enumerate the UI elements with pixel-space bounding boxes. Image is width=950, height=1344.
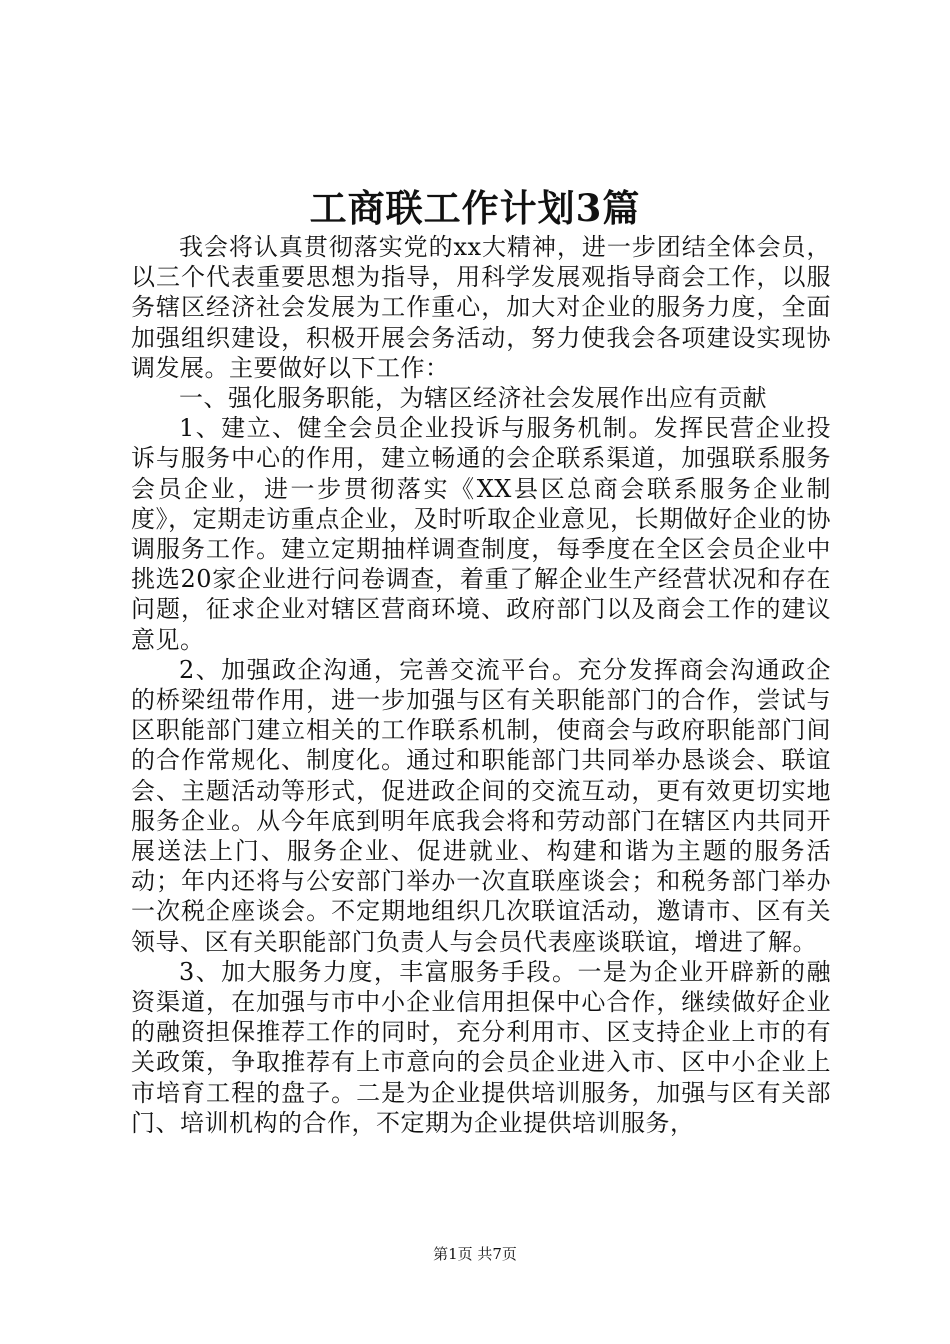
document-title: 工商联工作计划3篇 [309, 186, 641, 230]
paragraph-intro: 我会将认真贯彻落实党的xx大精神，进一步团结全体会员，以三个代表重要思想为指导，用科学发展观指导商会工作，以服务辖区经济社会发展为工作重心，加大对企业的服务力度，全面加强组织建设，积极开展会务活动，努力使我会各项建设实现协调发展。主要做好以下工作： [131, 233, 831, 382]
section-heading-1: 一、强化服务职能，为辖区经济社会发展作出应有贡献 [179, 384, 767, 413]
paragraph-item-2: 2、加强政企沟通，完善交流平台。充分发挥商会沟通政企的桥梁纽带作用，进一步加强与区有关职能部门的合作，尝试与区职能部门建立相关的工作联系机制，使商会与政府职能部门间的合作常规化、制度化。通过和职能部门共同举办恳谈会、联谊会、主题活动等形式，促进政企间的交流互动，更有效更切实地服务企业。从今年底到明年底我会将和劳动部门在辖区内共同开展送法上门、服务企业、促进就业、构建和谐为主题的服务活动；年内还将与公安部门举办一次直联座谈会；和税务部门举办一次税企座谈会。不定期地组织几次联谊活动，邀请市、区有关领导、区有关职能部门负责人与会员代表座谈联谊，增进了解。 [131, 655, 831, 956]
paragraph-item-3: 3、加大服务力度，丰富服务手段。一是为企业开辟新的融资渠道，在加强与市中小企业信用担保中心合作，继续做好企业的融资担保推荐工作的同时，充分利用市、区支持企业上市的有关政策，争取推荐有上市意向的会员企业进入市、区中小企业上市培育工程的盘子。二是为企业提供培训服务，加强与区有关部门、培训机构的合作，不定期为企业提供培训服务， [131, 957, 831, 1137]
paragraph-item-1: 1、建立、健全会员企业投诉与服务机制。发挥民营企业投诉与服务中心的作用，建立畅通的会企联系渠道，加强联系服务会员企业，进一步贯彻落实《XX县区总商会联系服务企业制度》，定期走访重点企业，及时听取企业意见，长期做好企业的协调服务工作。建立定期抽样调查制度，每季度在全区会员企业中挑选20家企业进行问卷调查，着重了解企业生产经营状况和存在问题，征求企业对辖区营商环境、政府部门以及商会工作的建议意见。 [131, 414, 831, 654]
document-body [131, 232, 831, 1138]
page-number-footer: 第1页 共7页 [433, 1245, 517, 1263]
